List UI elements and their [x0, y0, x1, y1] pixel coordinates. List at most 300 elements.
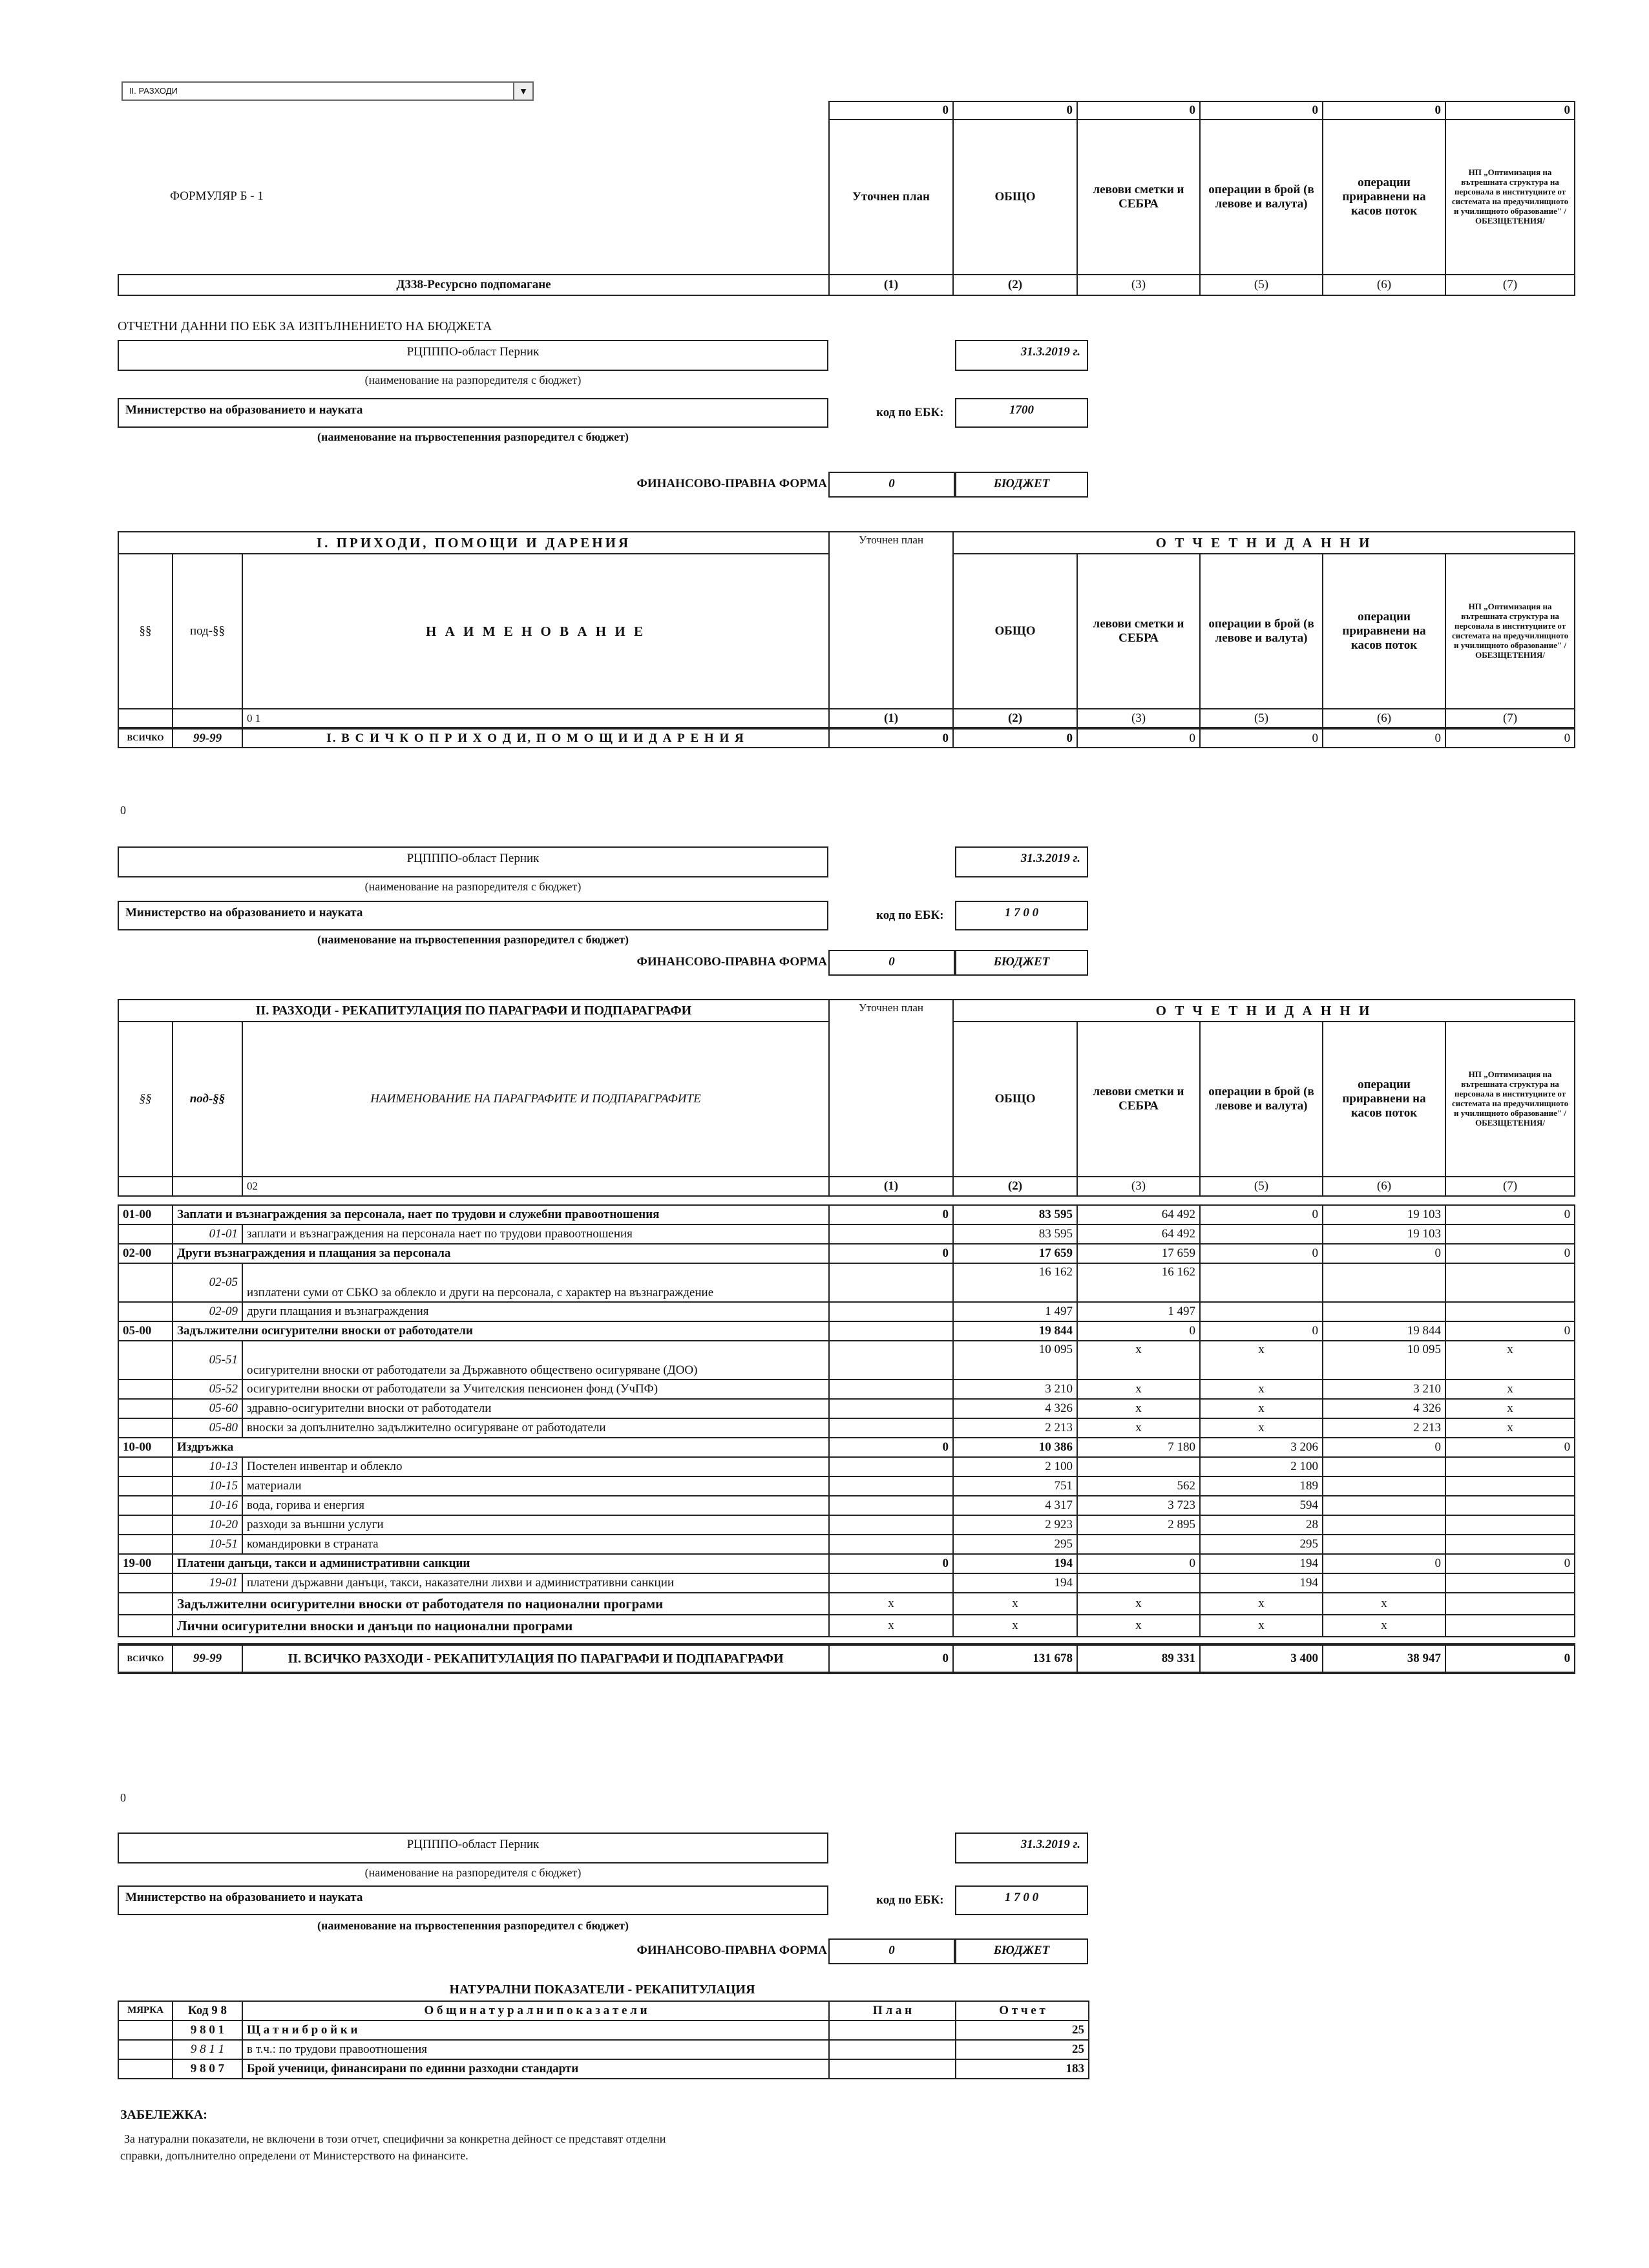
empty-cell	[118, 1418, 173, 1438]
col-num: (1)	[829, 1177, 953, 1196]
value-cell: 0	[1200, 1321, 1323, 1341]
indicator-code: 9 8 1 1	[173, 2040, 242, 2059]
value-cell: x	[1200, 1418, 1323, 1438]
indicator-name: Щ а т н и б р о й к и	[242, 2021, 829, 2040]
plan-header: П л а н	[829, 2001, 956, 2021]
value-cell: 0	[829, 1438, 953, 1457]
income-total-name: I. В С И Ч К О П Р И Х О Д И, П О М О Щ И И Д А Р Е Н И Я	[242, 728, 829, 748]
col-header: операции приравнени на касов поток	[1323, 554, 1445, 709]
value-cell: x	[1077, 1399, 1200, 1418]
empty-cell	[118, 1457, 173, 1476]
top-value: 0	[1445, 101, 1575, 120]
plan-value	[829, 2040, 956, 2059]
subparagraph-name: осигурителни вноски от работодатели за Учителския пенсионен фонд (УчПФ)	[242, 1380, 829, 1399]
ministry-name: Министерство на образованието и науката	[118, 901, 828, 930]
paragraph-name: Други възнаграждения и плащания за персонала	[173, 1244, 829, 1263]
section-select[interactable]	[121, 81, 534, 101]
paragraph-code: 01-00	[118, 1205, 173, 1224]
expense-row	[118, 1341, 1575, 1380]
subparagraph-name: здравно-осигурителни вноски от работодатели	[242, 1399, 829, 1418]
value-cell	[829, 1573, 953, 1593]
indicator-code: 9 8 0 7	[173, 2059, 242, 2079]
empty-cell	[118, 1302, 173, 1321]
value-cell: 19 103	[1323, 1224, 1445, 1244]
empty-cell	[118, 1496, 173, 1515]
zero-marker: 0	[120, 804, 126, 817]
value-cell: x	[953, 1615, 1077, 1637]
subparagraph-name: Постелен инвентар и облекло	[242, 1457, 829, 1476]
subparagraph-name: други плащания и възнаграждения	[242, 1302, 829, 1321]
income-table	[118, 531, 1575, 748]
col-header: левови сметки и СЕБРА	[1077, 1022, 1200, 1177]
value-cell: 2 213	[1323, 1418, 1445, 1438]
empty-cell	[118, 1573, 173, 1593]
expense-row	[118, 1573, 1575, 1593]
par-header: §§	[118, 1022, 173, 1177]
natural-row	[118, 2021, 1089, 2040]
value-cell: 0	[1323, 1438, 1445, 1457]
subparagraph-code: 01-01	[173, 1224, 242, 1244]
paragraph-name: Платени данъци, такси и административни санкции	[173, 1554, 829, 1573]
expenses-title: II. РАЗХОДИ - РЕКАПИТУЛАЦИЯ ПО ПАРАГРАФИ И ПОДПАРАГРАФИ	[118, 1000, 829, 1022]
sub-header: под-§§	[173, 1022, 242, 1177]
indicator-name: в т.ч.: по трудови правоотношения	[242, 2040, 829, 2059]
value-cell	[1323, 1302, 1445, 1321]
col-header: операции приравнени на касов поток	[1323, 120, 1445, 275]
total-value: 0	[1445, 1644, 1575, 1673]
ebk-code: 1 7 0 0	[955, 901, 1088, 930]
income-code: 0 1	[242, 709, 829, 728]
col-header: ОБЩО	[953, 120, 1077, 275]
value-cell: 17 659	[1077, 1244, 1200, 1263]
expense-row	[118, 1302, 1575, 1321]
value-cell: x	[1200, 1341, 1323, 1380]
value-cell	[829, 1476, 953, 1496]
expense-row	[118, 1244, 1575, 1263]
ebk-label: код по ЕБК:	[876, 1893, 944, 1907]
col-num: (2)	[953, 1177, 1077, 1196]
value-cell	[1200, 1302, 1323, 1321]
code-header: Код 9 8	[173, 2001, 242, 2021]
plan-value	[829, 2059, 956, 2079]
value-cell	[1445, 1302, 1575, 1321]
subparagraph-code: 10-15	[173, 1476, 242, 1496]
value-cell	[829, 1535, 953, 1554]
col-header: Уточнен план	[829, 120, 953, 275]
subparagraph-name: вода, горива и енергия	[242, 1496, 829, 1515]
note-line: справки, допълнително определени от Министерството на финансите.	[120, 2149, 468, 2162]
col-num: (2)	[953, 709, 1077, 728]
empty-cell	[118, 1476, 173, 1496]
unit-name: РЦПППО-област Перник	[118, 340, 828, 371]
value-cell: 0	[1200, 1244, 1323, 1263]
unit-caption: (наименование на разпоредителя с бюджет)	[364, 1866, 582, 1879]
value-cell: 3 210	[953, 1380, 1077, 1399]
paragraph-code: 19-00	[118, 1554, 173, 1573]
ministry-caption: (наименование на първостепенния разпоредител с бюджет)	[317, 933, 629, 946]
value-cell	[829, 1380, 953, 1399]
header-table	[118, 101, 1575, 296]
note-line: За натурални показатели, не включени в този отчет, специфични за конкретна дейност се представят отделни	[124, 2132, 666, 2145]
value-cell: x	[1200, 1615, 1323, 1637]
value-cell: 10 386	[953, 1438, 1077, 1457]
empty-cell	[118, 1399, 173, 1418]
top-value: 0	[953, 101, 1077, 120]
value-cell: 3 210	[1323, 1380, 1445, 1399]
value-cell: x	[829, 1593, 953, 1615]
empty-cell	[118, 1224, 173, 1244]
paragraph-name: Заплати и възнаграждения за персонала, нает по трудови и служебни правоотношения	[173, 1205, 829, 1224]
unit-name: РЦПППО-област Перник	[118, 846, 828, 877]
value-cell: 3 206	[1200, 1438, 1323, 1457]
total-label: ВСИЧКО	[118, 1644, 173, 1673]
value-cell	[1445, 1476, 1575, 1496]
section-select-value: II. РАЗХОДИ	[129, 86, 178, 96]
subparagraph-name: разходи за външни услуги	[242, 1515, 829, 1535]
value-cell: 19 103	[1323, 1205, 1445, 1224]
natural-table	[118, 2000, 1089, 2079]
expense-row	[118, 1399, 1575, 1418]
value-cell	[1445, 1573, 1575, 1593]
value-cell: 19 844	[1323, 1321, 1445, 1341]
program-row-name: Задължителни осигурителни вноски от работодателя по национални програми	[173, 1593, 829, 1615]
total-value: 0	[1077, 728, 1200, 748]
expense-row	[118, 1593, 1575, 1615]
value-cell: 0	[1445, 1438, 1575, 1457]
paragraph-code: 05-00	[118, 1321, 173, 1341]
top-value: 0	[1077, 101, 1200, 120]
total-value: 0	[829, 1644, 953, 1673]
form-type-label: ФИНАНСОВО-ПРАВНА ФОРМА	[636, 1944, 827, 1957]
col-header: операции приравнени на касов поток	[1323, 1022, 1445, 1177]
ministry-name: Министерство на образованието и науката	[118, 1885, 828, 1915]
col-header: левови сметки и СЕБРА	[1077, 554, 1200, 709]
col-num: (7)	[1445, 275, 1575, 295]
value-cell: x	[1323, 1615, 1445, 1637]
empty-cell	[118, 2040, 173, 2059]
value-cell: x	[1200, 1593, 1323, 1615]
subparagraph-code: 10-51	[173, 1535, 242, 1554]
value-cell	[1077, 1535, 1200, 1554]
subparagraph-name: материали	[242, 1476, 829, 1496]
value-cell: 295	[1200, 1535, 1323, 1554]
form-type-code: 0	[828, 950, 955, 976]
col-header: НП „Оптимизация на вътрешната структура на персонала в институциите от системата на предучилищното и училищното образование" /ОБЕЗЩЕТЕНИЯ/	[1445, 554, 1575, 709]
value-cell	[1323, 1457, 1445, 1476]
subparagraph-name: изплатени суми от СБКО за облекло и други на персонала, с характер на възнаграждение	[242, 1263, 829, 1302]
natural-row	[118, 2040, 1089, 2059]
value-cell	[1200, 1224, 1323, 1244]
form-type-value: БЮДЖЕТ	[955, 1938, 1088, 1964]
empty-cell	[118, 1535, 173, 1554]
value-cell	[1445, 1224, 1575, 1244]
value-cell: 2 100	[1200, 1457, 1323, 1476]
expense-row	[118, 1438, 1575, 1457]
value-cell: 0	[1445, 1321, 1575, 1341]
total-code: 99-99	[173, 1644, 242, 1673]
ministry-name: Министерство на образованието и науката	[118, 398, 828, 428]
unit-caption: (наименование на разпоредителя с бюджет)	[364, 880, 582, 893]
expenses-total-name: II. ВСИЧКО РАЗХОДИ - РЕКАПИТУЛАЦИЯ ПО ПАРАГРАФИ И ПОДПАРАГРАФИ	[242, 1644, 829, 1673]
total-code: 99-99	[173, 728, 242, 748]
col-header: НП „Оптимизация на вътрешната структура на персонала в институциите от системата на предучилищното и училищното образование" /ОБЕЗЩЕТЕНИЯ/	[1445, 1022, 1575, 1177]
expense-row	[118, 1554, 1575, 1573]
income-title: I. ПРИХОДИ, ПОМОЩИ И ДАРЕНИЯ	[118, 532, 829, 554]
sub-header: под-§§	[173, 554, 242, 709]
value-cell	[829, 1263, 953, 1302]
report-header: О т ч е т	[956, 2001, 1089, 2021]
subparagraph-code: 10-16	[173, 1496, 242, 1515]
indicator-code: 9 8 0 1	[173, 2021, 242, 2040]
col-header: ОБЩО	[953, 554, 1077, 709]
subparagraph-name: заплати и възнаграждения на персонала нает по трудови правоотношения	[242, 1224, 829, 1244]
value-cell: 4 326	[1323, 1399, 1445, 1418]
form-type-label: ФИНАНСОВО-ПРАВНА ФОРМА	[636, 477, 827, 490]
col-header: операции в брой (в левове и валута)	[1200, 1022, 1323, 1177]
value-cell: 3 723	[1077, 1496, 1200, 1515]
value-cell: 28	[1200, 1515, 1323, 1535]
col-num: (6)	[1323, 709, 1445, 728]
value-cell: 0	[1077, 1554, 1200, 1573]
value-cell: 83 595	[953, 1224, 1077, 1244]
expense-row	[118, 1418, 1575, 1438]
natural-row	[118, 2059, 1089, 2079]
col-num: (3)	[1077, 275, 1200, 295]
empty-cell	[118, 1341, 173, 1380]
zero-marker: 0	[120, 1791, 126, 1804]
value-cell: 594	[1200, 1496, 1323, 1515]
value-cell	[829, 1224, 953, 1244]
subparagraph-code: 19-01	[173, 1573, 242, 1593]
col-num: (1)	[829, 709, 953, 728]
value-cell: 0	[829, 1554, 953, 1573]
paragraph-name: Задължителни осигурителни вноски от работодатели	[173, 1321, 829, 1341]
value-cell	[1323, 1535, 1445, 1554]
expense-row	[118, 1263, 1575, 1302]
value-cell	[1445, 1593, 1575, 1615]
total-value: 0	[829, 728, 953, 748]
value-cell: 295	[953, 1535, 1077, 1554]
expense-row	[118, 1476, 1575, 1496]
subparagraph-code: 10-20	[173, 1515, 242, 1535]
subparagraph-code: 05-60	[173, 1399, 242, 1418]
value-cell	[1445, 1263, 1575, 1302]
value-cell	[1077, 1573, 1200, 1593]
total-label: ВСИЧКО	[118, 728, 173, 748]
total-value: 0	[1323, 728, 1445, 748]
value-cell: 194	[1200, 1554, 1323, 1573]
value-cell: x	[1077, 1418, 1200, 1438]
value-cell: 7 180	[1077, 1438, 1200, 1457]
activity-label: Д338-Ресурсно подпомагане	[118, 275, 829, 295]
expense-row	[118, 1380, 1575, 1399]
subparagraph-code: 05-51	[173, 1341, 242, 1380]
unit-caption: (наименование на разпоредителя с бюджет)	[364, 373, 582, 386]
col-num: (5)	[1200, 275, 1323, 295]
value-cell: 194	[1200, 1573, 1323, 1593]
value-cell: 0	[1323, 1244, 1445, 1263]
report-title: ОТЧЕТНИ ДАННИ ПО ЕБК ЗА ИЗПЪЛНЕНИЕТО НА БЮДЖЕТА	[118, 319, 492, 333]
value-cell: 16 162	[953, 1263, 1077, 1302]
value-cell: 0	[1445, 1244, 1575, 1263]
name-header: Н А И М Е Н О В А Н И Е	[242, 554, 829, 709]
value-cell	[829, 1496, 953, 1515]
empty-cell	[118, 1263, 173, 1302]
value-cell: x	[1445, 1341, 1575, 1380]
expense-row	[118, 1224, 1575, 1244]
value-cell	[1323, 1515, 1445, 1535]
name-header: НАИМЕНОВАНИЕ НА ПАРАГРАФИТЕ И ПОДПАРАГРАФИТЕ	[242, 1022, 829, 1177]
value-cell	[1323, 1263, 1445, 1302]
subparagraph-code: 10-13	[173, 1457, 242, 1476]
ministry-caption: (наименование на първостепенния разпоредител с бюджет)	[317, 1919, 629, 1932]
value-cell: 194	[953, 1554, 1077, 1573]
col-num: (7)	[1445, 709, 1575, 728]
paragraph-code: 10-00	[118, 1438, 173, 1457]
value-cell: 189	[1200, 1476, 1323, 1496]
natural-title: НАТУРАЛНИ ПОКАЗАТЕЛИ - РЕКАПИТУЛАЦИЯ	[449, 1982, 755, 1997]
col-num: (5)	[1200, 1177, 1323, 1196]
value-cell: 10 095	[1323, 1341, 1445, 1380]
value-cell	[1445, 1457, 1575, 1476]
total-value: 0	[953, 728, 1077, 748]
ebk-label: код по ЕБК:	[876, 908, 944, 922]
subparagraph-code: 02-05	[173, 1263, 242, 1302]
value-cell	[1323, 1476, 1445, 1496]
value-cell: x	[1077, 1341, 1200, 1380]
value-cell: x	[1077, 1615, 1200, 1637]
col-header: операции в брой (в левове и валута)	[1200, 554, 1323, 709]
expense-row	[118, 1535, 1575, 1554]
report-date: 31.3.2019 г.	[955, 1832, 1088, 1864]
value-cell	[829, 1399, 953, 1418]
top-value: 0	[1323, 101, 1445, 120]
value-cell	[829, 1515, 953, 1535]
ebk-code: 1700	[955, 398, 1088, 428]
form-type-code: 0	[828, 1938, 955, 1964]
total-value: 0	[1445, 728, 1575, 748]
value-cell: 562	[1077, 1476, 1200, 1496]
value-cell: 0	[1445, 1554, 1575, 1573]
empty-cell	[118, 1515, 173, 1535]
subparagraph-name: платени държавни данъци, такси, наказателни лихви и административни санкции	[242, 1573, 829, 1593]
value-cell	[829, 1321, 953, 1341]
plan-header: Уточнен план	[829, 532, 953, 709]
expense-row	[118, 1515, 1575, 1535]
col-num: (1)	[829, 275, 953, 295]
col-num: (6)	[1323, 275, 1445, 295]
value-cell: x	[953, 1593, 1077, 1615]
value-cell: 4 326	[953, 1399, 1077, 1418]
value-cell: x	[1200, 1380, 1323, 1399]
value-cell: 0	[1200, 1205, 1323, 1224]
report-header: О Т Ч Е Т Н И Д А Н Н И	[953, 532, 1575, 554]
subparagraph-name: вноски за допълнително задължително осигуряване от работодатели	[242, 1418, 829, 1438]
empty-cell	[118, 1380, 173, 1399]
value-cell	[829, 1418, 953, 1438]
col-num: (3)	[1077, 709, 1200, 728]
ministry-caption: (наименование на първостепенния разпоредител с бюджет)	[317, 430, 629, 443]
value-cell: x	[1077, 1380, 1200, 1399]
expense-row	[118, 1205, 1575, 1224]
col-header: левови сметки и СЕБРА	[1077, 120, 1200, 275]
ebk-label: код по ЕБК:	[876, 406, 944, 419]
value-cell: x	[829, 1615, 953, 1637]
form-label: ФОРМУЛЯР Б - 1	[170, 189, 264, 204]
value-cell: x	[1445, 1399, 1575, 1418]
subparagraph-code: 05-52	[173, 1380, 242, 1399]
subparagraph-name: осигурителни вноски от работодатели за Държавното обществено осигуряване (ДОО)	[242, 1341, 829, 1380]
form-type-code: 0	[828, 472, 955, 498]
plan-header: Уточнен план	[829, 1000, 953, 1177]
col-num: (3)	[1077, 1177, 1200, 1196]
value-cell: 1 497	[953, 1302, 1077, 1321]
value-cell: x	[1445, 1380, 1575, 1399]
empty-cell	[118, 2059, 173, 2079]
paragraph-name: Издръжка	[173, 1438, 829, 1457]
value-cell	[1323, 1573, 1445, 1593]
program-row-name: Лични осигурителни вноски и данъци по национални програми	[173, 1615, 829, 1637]
value-cell: 0	[1077, 1321, 1200, 1341]
total-value: 89 331	[1077, 1644, 1200, 1673]
value-cell: 194	[953, 1573, 1077, 1593]
col-num: (2)	[953, 275, 1077, 295]
note-title: ЗАБЕЛЕЖКА:	[120, 2108, 207, 2122]
report-date: 31.3.2019 г.	[955, 340, 1088, 371]
chevron-down-icon[interactable]: ▼	[513, 83, 532, 100]
paragraph-code: 02-00	[118, 1244, 173, 1263]
col-header: НП „Оптимизация на вътрешната структура на персонала в институциите от системата на предучилищното и училищното образование" /ОБЕЗЩЕТЕНИЯ/	[1445, 120, 1575, 275]
value-cell: 64 492	[1077, 1224, 1200, 1244]
value-cell: 2 895	[1077, 1515, 1200, 1535]
value-cell: 0	[829, 1244, 953, 1263]
report-header: О Т Ч Е Т Н И Д А Н Н И	[953, 1000, 1575, 1022]
value-cell	[1077, 1457, 1200, 1476]
unit-header: МЯРКА	[118, 2001, 173, 2021]
ebk-code: 1 7 0 0	[955, 1885, 1088, 1915]
top-value: 0	[1200, 101, 1323, 120]
total-value: 3 400	[1200, 1644, 1323, 1673]
form-type-value: БЮДЖЕТ	[955, 950, 1088, 976]
report-value: 183	[956, 2059, 1089, 2079]
value-cell: 83 595	[953, 1205, 1077, 1224]
indicator-name: Брой ученици, финансирани по единни разходни стандарти	[242, 2059, 829, 2079]
subparagraph-code: 05-80	[173, 1418, 242, 1438]
unit-name: РЦПППО-област Перник	[118, 1832, 828, 1864]
value-cell: x	[1200, 1399, 1323, 1418]
value-cell	[1445, 1535, 1575, 1554]
value-cell	[1323, 1496, 1445, 1515]
value-cell	[1445, 1515, 1575, 1535]
value-cell: 0	[1323, 1554, 1445, 1573]
value-cell: 64 492	[1077, 1205, 1200, 1224]
subparagraph-code: 02-09	[173, 1302, 242, 1321]
expense-row	[118, 1321, 1575, 1341]
expenses-code: 02	[242, 1177, 829, 1196]
value-cell: 4 317	[953, 1496, 1077, 1515]
value-cell: x	[1445, 1418, 1575, 1438]
value-cell: x	[1077, 1593, 1200, 1615]
value-cell: 2 213	[953, 1418, 1077, 1438]
name-header: О б щ и н а т у р а л н и п о к а з а т е л и	[242, 2001, 829, 2021]
value-cell: 19 844	[953, 1321, 1077, 1341]
value-cell: 1 497	[1077, 1302, 1200, 1321]
form-type-label: ФИНАНСОВО-ПРАВНА ФОРМА	[636, 955, 827, 969]
col-num: (5)	[1200, 709, 1323, 728]
report-value: 25	[956, 2040, 1089, 2059]
report-date: 31.3.2019 г.	[955, 846, 1088, 877]
empty-cell	[118, 1615, 173, 1637]
